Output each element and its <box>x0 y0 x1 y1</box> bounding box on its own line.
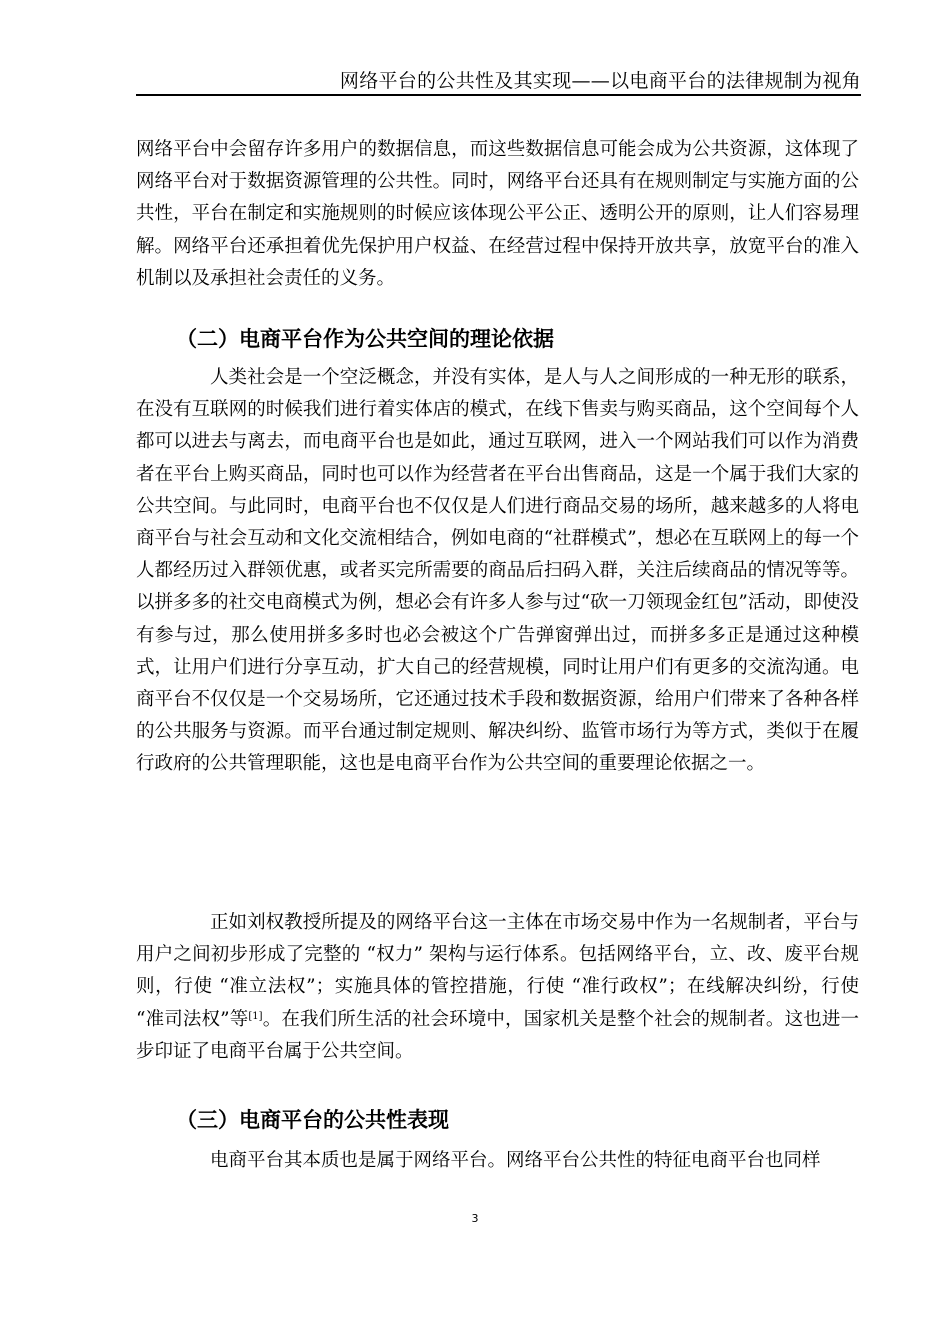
paragraph-public-space: 人类社会是一个空泛概念，并没有实体，是人与人之间形成的一种无形的联系，在没有互联网的时候我们进行着实体店的模式，在线下售卖与购买商品，这个空间每个人都可以进去与离去，而电商平台也是如此，通过互联网，进入一个网站我们可以作为消费者在平台上购买商品，同时也可以作为经营者在平台出售商品，这是一个属于我们大家的公共空间。与此同时，电商平台也不仅仅是人们进行商品交易的场所，越来越多的人将电商平台与社会互动和文化交流相结合，例如电商的“社群模式”，想必在互联网上的每一个人都经历过入群领优惠，或者买完所需要的商品后扫码入群，关注后续商品的情况等等。以拼多多的社交电商模式为例，想必会有许多人参与过“砍一刀领现金红包”活动，即使没有参与过，那么使用拼多多时也必会被这个广告弹窗弹出过，而拼多多正是通过这种模式，让用户们进行分享互动，扩大自己的经营规模，同时让用户们有更多的交流沟通。电商平台不仅仅是一个交易场所，它还通过技术手段和数据资源，给用户们带来了各种各样的公共服务与资源。而平台通过制定规则、解决纠纷、监管市场行为等方式，类似于在履行政府的公共管理职能，这也是电商平台作为公共空间的重要理论依据之一。 <box>136 367 859 775</box>
citation-reference[interactable]: [1] <box>248 1010 263 1022</box>
running-header: 网络平台的公共性及其实现——以电商平台的法律规制为视角 <box>339 70 861 92</box>
section-heading-public-manifestation: （三）电商平台的公共性表现 <box>176 1108 449 1132</box>
paragraph-ecommerce-nature: 电商平台其本质也是属于网络平台。网络平台公共性的特征电商平台也同样 <box>210 1150 821 1171</box>
section-heading-theory-basis: （二）电商平台作为公共空间的理论依据 <box>176 327 554 351</box>
paragraph-regulator-main: 正如刘权教授所提及的网络平台这一主体在市场交易中作为一名规制者，平台与用户之间初步形成了完整的 “权力” 架构与运行体系。包括网络平台，立、改、废平台规则，行使 “准立法权”；实施具体的管控措施，行使 “准行政权”；在线解决纠纷，行使 “准司法权”等 <box>136 912 859 1030</box>
header-rule <box>136 94 861 96</box>
paragraph-regulator <box>136 907 859 1068</box>
page-number: 3 <box>471 1212 479 1225</box>
paragraph-regulator-tail: 。在我们所生活的社会环境中，国家机关是整个社会的规制者。这也进一步印证了电商平台属于公共空间。 <box>136 1008 859 1062</box>
paragraph-data-resources: 网络平台中会留存许多用户的数据信息，而这些数据信息可能会成为公共资源，这体现了网络平台对于数据资源管理的公共性。同时，网络平台还具有在规则制定与实施方面的公共性，平台在制定和实施规则的时候应该体现公平公正、透明公开的原则，让人们容易理解。网络平台还承担着优先保护用户权益、在经营过程中保持开放共享，放宽平台的准入机制以及承担社会责任的义务。 <box>136 139 859 289</box>
